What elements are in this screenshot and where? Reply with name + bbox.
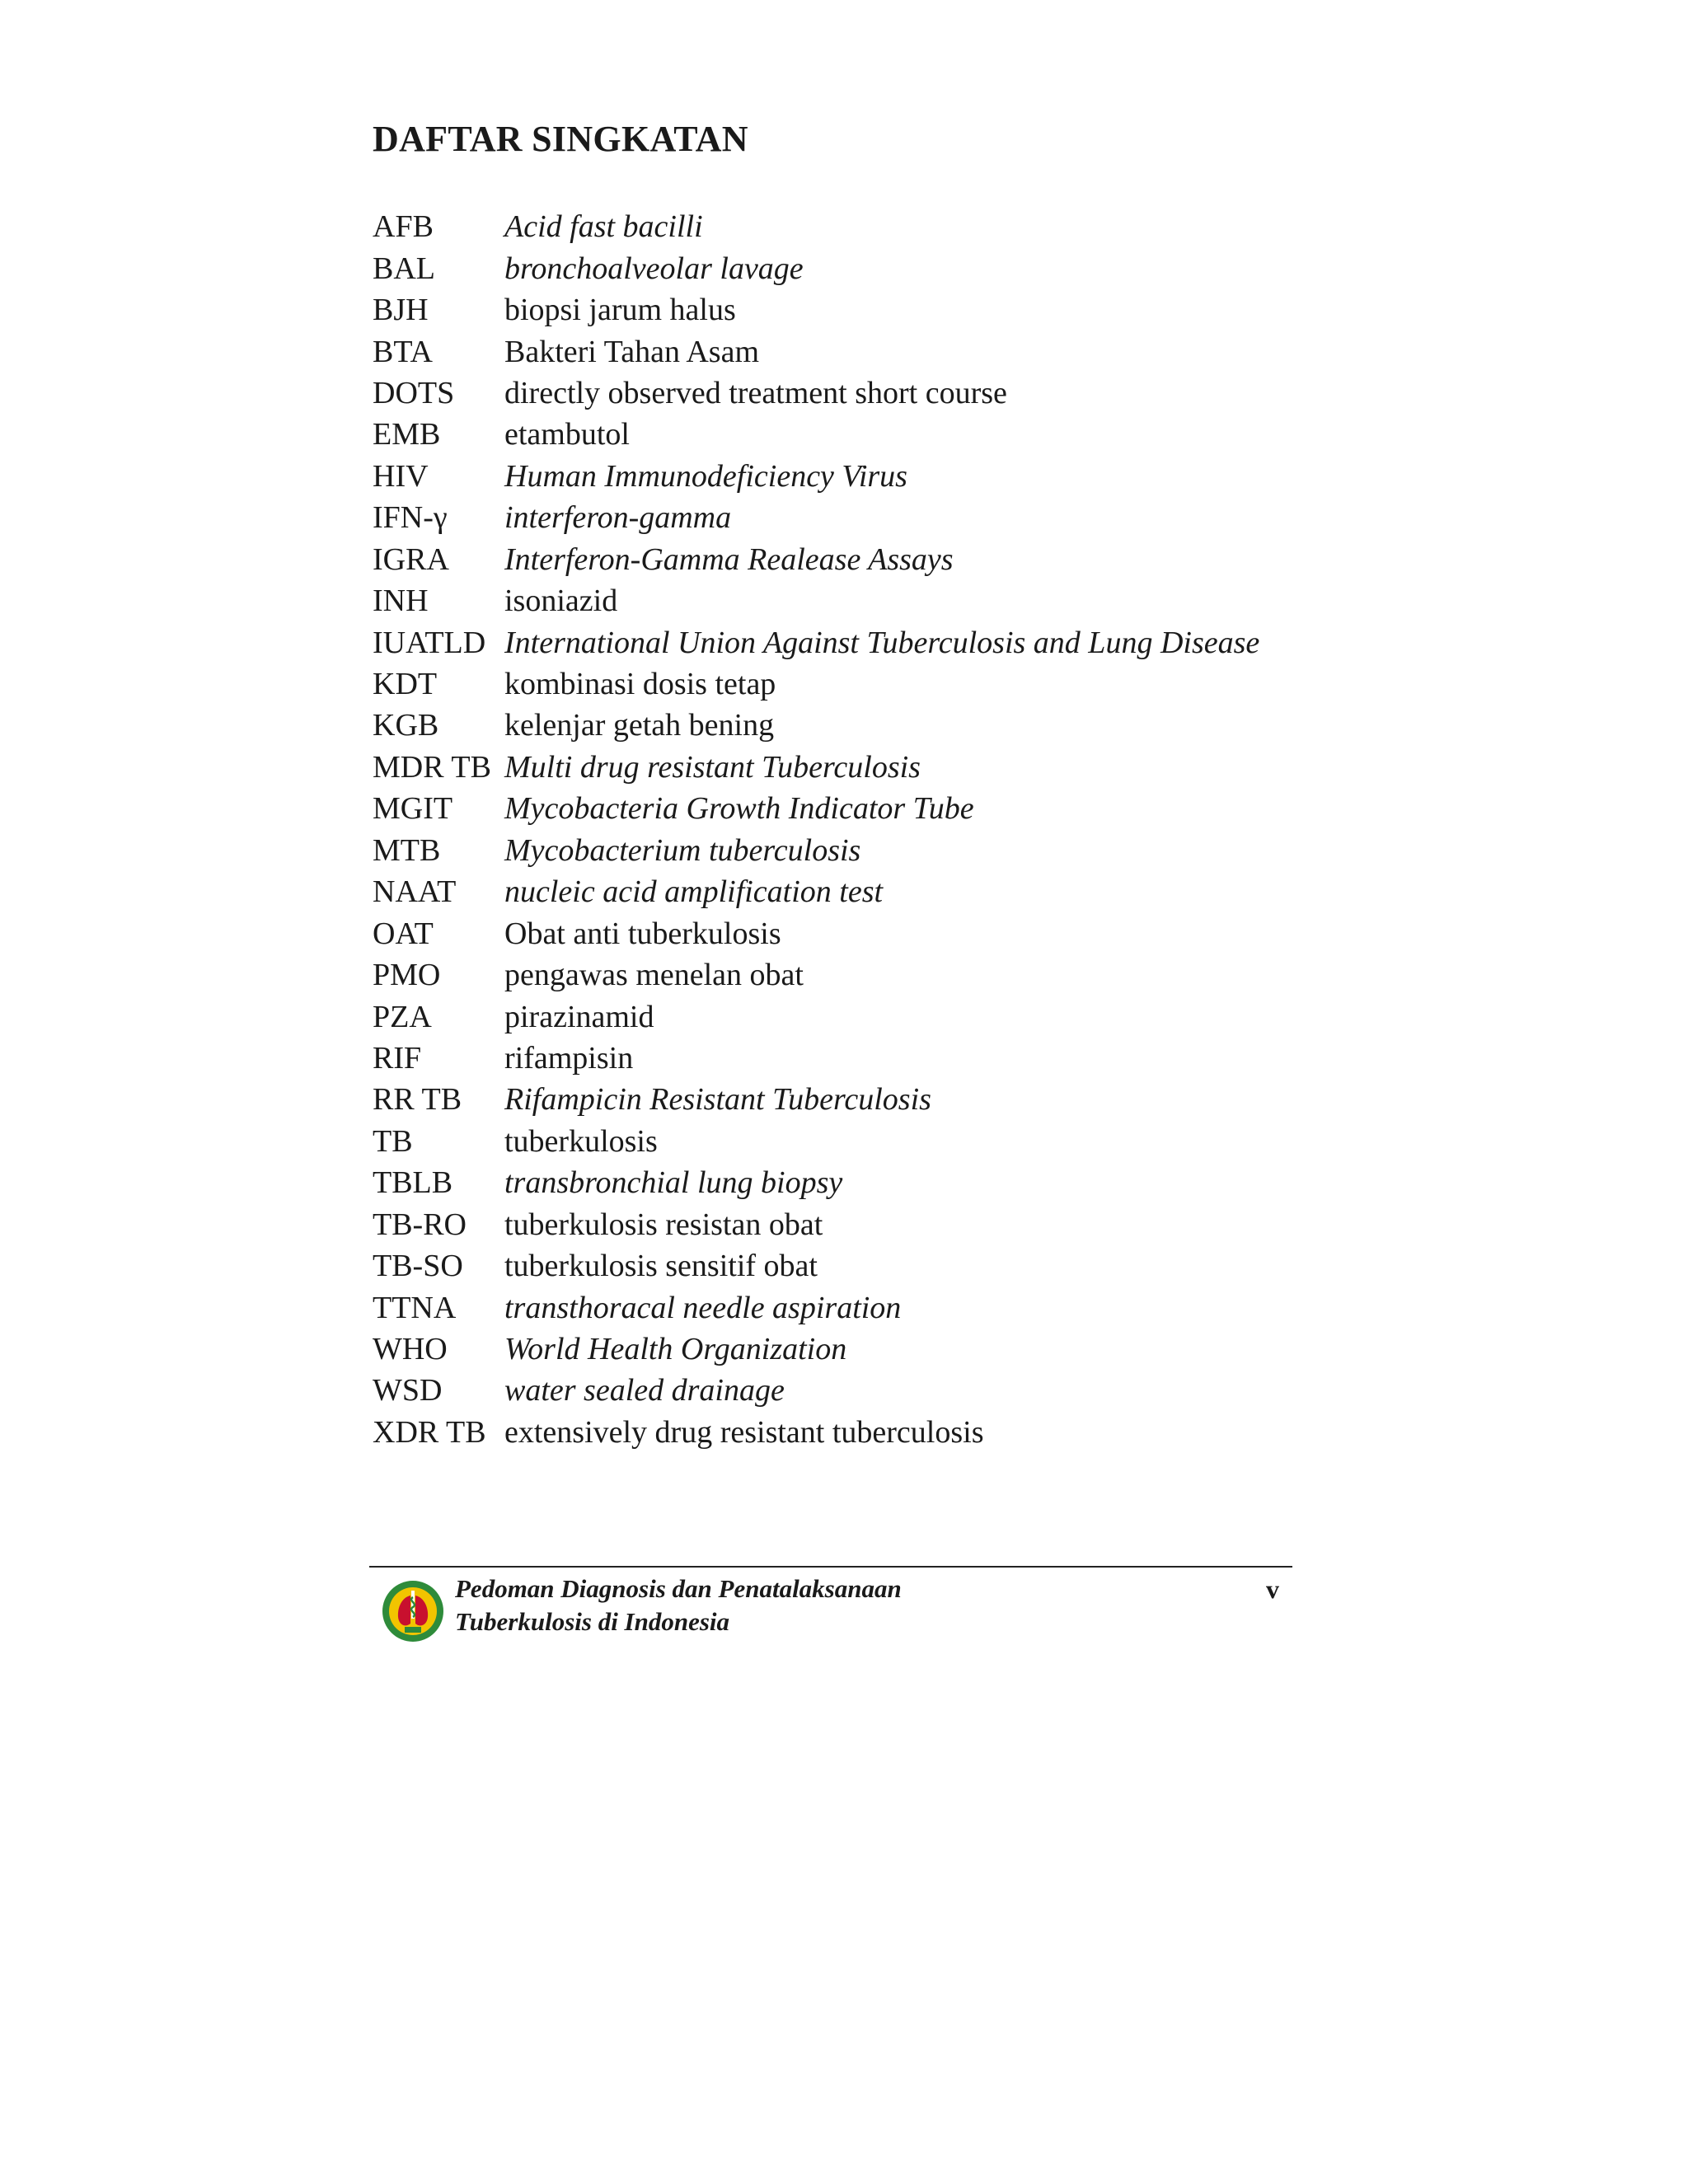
abbreviation-definition: Mycobacteria Growth Indicator Tube — [504, 791, 974, 827]
abbreviation-code: TB-SO — [373, 1249, 463, 1284]
abbreviation-code: KGB — [373, 708, 439, 743]
abbreviation-definition: International Union Against Tuberculosis and Lung Disease — [504, 625, 1260, 660]
abbreviation-code: XDR TB — [373, 1414, 486, 1450]
abbreviation-row — [373, 830, 1362, 871]
abbreviation-definition: Interferon-Gamma Realease Assays — [504, 541, 954, 577]
abbreviation-row — [373, 456, 1362, 497]
abbreviation-row — [373, 497, 1362, 538]
abbreviation-definition: biopsi jarum halus — [504, 293, 736, 328]
footer-title — [455, 1572, 902, 1638]
abbreviation-definition: directly observed treatment short course — [504, 375, 1007, 410]
abbreviation-code: KDT — [373, 667, 438, 702]
abbreviation-code: DOTS — [373, 375, 455, 410]
abbreviation-code: BTA — [373, 334, 433, 369]
footer-title-line-1: Pedoman Diagnosis dan Penatalaksanaan — [455, 1574, 902, 1603]
abbreviation-definition: transthoracal needle aspiration — [504, 1290, 902, 1325]
abbreviation-definition: bronchoalveolar lavage — [504, 251, 804, 286]
abbreviation-code: MTB — [373, 832, 441, 868]
abbreviation-code: WSD — [373, 1373, 443, 1408]
abbreviation-definition: Bakteri Tahan Asam — [504, 334, 760, 369]
abbreviation-code: INH — [373, 583, 429, 619]
abbreviation-row — [373, 414, 1362, 455]
abbreviation-definition: tuberkulosis sensitif obat — [504, 1249, 818, 1284]
page-number: v — [1266, 1574, 1279, 1604]
abbreviation-definition: Multi drug resistant Tuberculosis — [504, 749, 921, 785]
abbreviation-code: BAL — [373, 251, 435, 286]
abbreviation-code: OAT — [373, 916, 434, 951]
abbreviation-row — [373, 373, 1362, 414]
abbreviation-row — [373, 788, 1362, 829]
abbreviation-code: MGIT — [373, 791, 453, 827]
abbreviation-definition: nucleic acid amplification test — [504, 874, 884, 910]
abbreviation-definition: pirazinamid — [504, 999, 654, 1034]
abbreviation-definition: Acid fast bacilli — [504, 209, 703, 245]
abbreviation-code: TTNA — [373, 1290, 457, 1325]
abbreviation-row — [373, 289, 1362, 330]
abbreviation-code: IGRA — [373, 541, 449, 577]
abbreviation-definition: interferon-gamma — [504, 500, 732, 536]
abbreviation-definition: kombinasi dosis tetap — [504, 667, 776, 702]
abbreviation-row — [373, 871, 1362, 912]
abbreviation-code: MDR TB — [373, 749, 491, 785]
abbreviation-code: BJH — [373, 293, 429, 328]
abbreviation-definition: World Health Organization — [504, 1332, 847, 1367]
abbreviation-code: NAAT — [373, 874, 457, 910]
abbreviation-code: TBLB — [373, 1165, 453, 1201]
abbreviation-row — [373, 1370, 1362, 1411]
page-title: DAFTAR SINGKATAN — [373, 119, 748, 159]
abbreviation-list — [373, 206, 1362, 1453]
abbreviation-code: HIV — [373, 458, 429, 494]
abbreviation-row — [373, 1286, 1362, 1328]
abbreviation-definition: extensively drug resistant tuberculosis — [504, 1414, 984, 1450]
abbreviation-definition: etambutol — [504, 417, 630, 452]
abbreviation-code: WHO — [373, 1332, 448, 1367]
abbreviation-definition: Human Immunodeficiency Virus — [504, 458, 907, 494]
abbreviation-code: PMO — [373, 958, 441, 993]
abbreviation-row — [373, 996, 1362, 1037]
abbreviation-code: AFB — [373, 209, 434, 245]
abbreviation-definition: rifampisin — [504, 1040, 634, 1076]
abbreviation-row — [373, 580, 1362, 621]
abbreviation-row — [373, 1412, 1362, 1453]
abbreviation-row — [373, 912, 1362, 954]
abbreviation-row — [373, 1204, 1362, 1245]
abbreviation-row — [373, 247, 1362, 288]
abbreviation-row — [373, 1329, 1362, 1370]
abbreviation-row — [373, 954, 1362, 996]
abbreviation-definition: Rifampicin Resistant Tuberculosis — [504, 1082, 931, 1118]
abbreviation-code: IUATLD — [373, 625, 486, 660]
abbreviation-definition: Obat anti tuberkulosis — [504, 916, 781, 951]
abbreviation-row — [373, 1038, 1362, 1079]
abbreviation-row — [373, 747, 1362, 788]
abbreviation-definition: tuberkulosis — [504, 1123, 658, 1159]
abbreviation-code: TB-RO — [373, 1207, 467, 1242]
footer-divider — [369, 1566, 1292, 1568]
abbreviation-code: RR TB — [373, 1082, 462, 1118]
abbreviation-definition: water sealed drainage — [504, 1373, 785, 1408]
footer-title-line-2: Tuberkulosis di Indonesia — [455, 1607, 730, 1636]
abbreviation-row — [373, 705, 1362, 746]
abbreviation-row — [373, 1162, 1362, 1203]
abbreviation-row — [373, 206, 1362, 247]
abbreviation-code: TB — [373, 1123, 413, 1159]
abbreviation-row — [373, 330, 1362, 372]
pdpi-logo-icon — [381, 1579, 445, 1643]
abbreviation-code: EMB — [373, 417, 441, 452]
abbreviation-definition: transbronchial lung biopsy — [504, 1165, 843, 1201]
abbreviation-code: RIF — [373, 1040, 422, 1076]
abbreviation-row — [373, 663, 1362, 705]
abbreviation-code: IFN-γ — [373, 500, 448, 536]
abbreviation-row — [373, 539, 1362, 580]
abbreviation-row — [373, 1121, 1362, 1162]
abbreviation-row — [373, 1079, 1362, 1120]
abbreviation-definition: kelenjar getah bening — [504, 708, 775, 743]
abbreviation-definition: Mycobacterium tuberculosis — [504, 832, 861, 868]
abbreviation-row — [373, 1245, 1362, 1286]
abbreviation-row — [373, 621, 1362, 663]
abbreviation-definition: pengawas menelan obat — [504, 958, 804, 993]
abbreviation-code: PZA — [373, 999, 432, 1034]
abbreviation-definition: isoniazid — [504, 583, 618, 619]
abbreviation-definition: tuberkulosis resistan obat — [504, 1207, 823, 1242]
